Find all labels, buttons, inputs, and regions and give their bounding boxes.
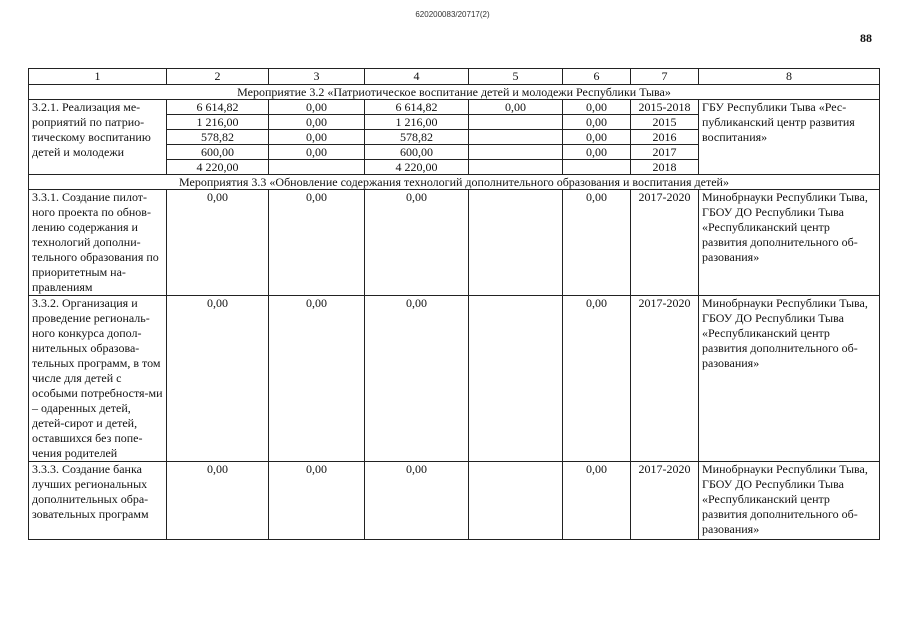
table-cell: 0,00 — [563, 145, 631, 160]
header-row — [29, 69, 880, 85]
table-cell: 0,00 — [167, 462, 269, 540]
section-heading-3-2: Мероприятие 3.2 «Патриотическое воспитание детей и молодежи Республики Тыва» — [29, 85, 880, 100]
table-cell: 0,00 — [365, 190, 469, 296]
table-cell — [469, 115, 563, 130]
header-cell: 5 — [469, 69, 563, 85]
activity-name: 3.3.2. Организация и проведение региональ-ного конкурса допол-нительных образова-тельных программ, в том числе для детей с особыми потребностя-ми – одаренных детей, детей-сирот и детей, оставшихся без попе-чения родителей — [29, 296, 167, 462]
table-cell: 4 220,00 — [167, 160, 269, 175]
executor-cell: Минобрнауки Республики Тыва, ГБОУ ДО Республики Тыва «Республиканский центр развития дополнительного об-разования» — [699, 296, 880, 462]
header-cell: 1 — [29, 69, 167, 85]
table-cell: 4 220,00 — [365, 160, 469, 175]
table-cell: 0,00 — [269, 190, 365, 296]
table-cell: 0,00 — [269, 100, 365, 115]
activity-name: 3.2.1. Реализация ме-роприятий по патрио-тическому воспитанию детей и молодежи — [29, 100, 167, 175]
activity-name: 3.3.1. Создание пилот-ного проекта по обнов-лению содержания и технологий дополни-тельного образования по приоритетным на-правлениям — [29, 190, 167, 296]
table-cell: 2017-2020 — [631, 296, 699, 462]
table-cell — [469, 462, 563, 540]
table-cell: 0,00 — [269, 145, 365, 160]
table-cell: 0,00 — [365, 462, 469, 540]
header-cell: 7 — [631, 69, 699, 85]
program-table — [28, 68, 880, 540]
table-cell — [469, 145, 563, 160]
header-cell: 3 — [269, 69, 365, 85]
section-heading-row — [29, 175, 880, 190]
table-cell: 6 614,82 — [167, 100, 269, 115]
table-cell: 2017-2020 — [631, 190, 699, 296]
table-row — [29, 190, 880, 296]
table-cell: 6 614,82 — [365, 100, 469, 115]
table-cell: 2017 — [631, 145, 699, 160]
table-cell: 0,00 — [269, 296, 365, 462]
header-cell: 8 — [699, 69, 880, 85]
table-cell: 0,00 — [563, 190, 631, 296]
table-cell — [269, 160, 365, 175]
table-cell: 2018 — [631, 160, 699, 175]
header-cell: 2 — [167, 69, 269, 85]
table-cell: 2016 — [631, 130, 699, 145]
table-row — [29, 296, 880, 462]
table-cell: 0,00 — [563, 296, 631, 462]
table-cell — [469, 296, 563, 462]
table-cell — [469, 190, 563, 296]
table-cell: 0,00 — [469, 100, 563, 115]
table-cell: 600,00 — [167, 145, 269, 160]
executor-cell: ГБУ Республики Тыва «Рес-публиканский центр развития воспитания» — [699, 100, 880, 175]
header-cell: 4 — [365, 69, 469, 85]
document-code: 620200083/20717(2) — [415, 10, 490, 19]
table-cell: 0,00 — [563, 115, 631, 130]
table-cell: 0,00 — [563, 100, 631, 115]
section-heading-3-3: Мероприятия 3.3 «Обновление содержания технологий дополнительного образования и воспитания детей» — [29, 175, 880, 190]
table-cell: 0,00 — [563, 130, 631, 145]
table-cell: 0,00 — [269, 115, 365, 130]
activity-name: 3.3.3. Создание банка лучших региональных дополнительных обра-зовательных программ — [29, 462, 167, 540]
table-cell: 2017-2020 — [631, 462, 699, 540]
table-cell: 578,82 — [365, 130, 469, 145]
table-cell: 2015-2018 — [631, 100, 699, 115]
executor-cell: Минобрнауки Республики Тыва, ГБОУ ДО Республики Тыва «Республиканский центр развития дополнительного об-разования» — [699, 462, 880, 540]
table-cell: 0,00 — [563, 462, 631, 540]
table-cell: 0,00 — [269, 462, 365, 540]
table-cell: 0,00 — [167, 190, 269, 296]
table-cell: 0,00 — [269, 130, 365, 145]
table-cell: 0,00 — [365, 296, 469, 462]
table-row — [29, 100, 880, 115]
table-row — [29, 462, 880, 540]
table-cell: 0,00 — [167, 296, 269, 462]
table-cell: 578,82 — [167, 130, 269, 145]
page-number: 88 — [860, 31, 872, 45]
section-heading-row — [29, 85, 880, 100]
table-cell: 1 216,00 — [365, 115, 469, 130]
header-cell: 6 — [563, 69, 631, 85]
table-cell — [563, 160, 631, 175]
table-cell — [469, 160, 563, 175]
executor-cell: Минобрнауки Республики Тыва, ГБОУ ДО Республики Тыва «Республиканский центр развития дополнительного об-разования» — [699, 190, 880, 296]
table-cell: 600,00 — [365, 145, 469, 160]
table-cell — [469, 130, 563, 145]
table-cell: 2015 — [631, 115, 699, 130]
table-cell: 1 216,00 — [167, 115, 269, 130]
